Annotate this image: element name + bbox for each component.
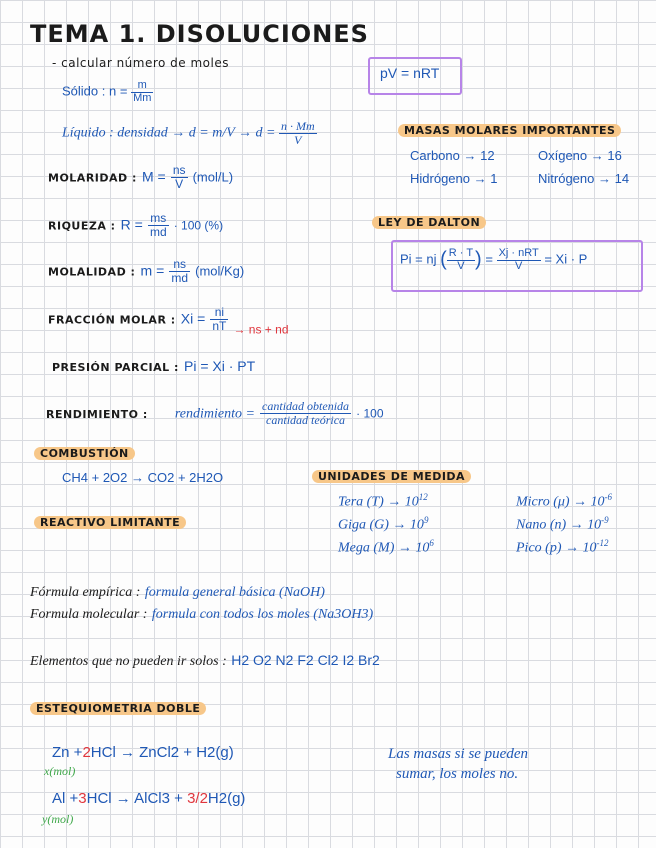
formula-molecular-row <box>30 606 373 623</box>
liquido-num: n · Mm <box>280 119 315 133</box>
masa-oxigeno: Oxígeno → 16 <box>538 148 622 163</box>
riqueza-label: RIQUEZA : <box>48 219 116 233</box>
elementos-row <box>30 652 380 670</box>
fraccion-den: nT <box>212 318 227 333</box>
riqueza-tail: · 100 (%) <box>173 218 224 233</box>
page-title: TEMA 1. DISOLUCIONES <box>30 20 369 48</box>
rendimiento-den: cantidad teórica <box>266 412 346 427</box>
solido-row <box>62 80 153 104</box>
nota-line-2: sumar, los moles no. <box>396 766 519 782</box>
ideal-gas-formula: pV = nRT <box>380 65 440 81</box>
fraccion-eq: Xi = <box>180 310 206 327</box>
reaccion-2-note: y(mol) <box>42 812 74 826</box>
liquido-row <box>62 120 317 146</box>
presion-eq: Pi = Xi · PT <box>184 358 256 374</box>
molaridad-eq: M = <box>141 168 166 185</box>
dalton-formula: Pi = nj ( $\frac{R \cdot T}{V}$ ) = $\frac{\text{Xj · nRT}}{V}$ = Xi · P <box>400 247 588 272</box>
rendimiento-num: cantidad obtenida <box>262 399 350 413</box>
dalton-f2-num: Xj · nRT <box>498 247 539 259</box>
solido-den: Mm <box>133 91 152 104</box>
reaccion-2: Al +3HCl → AlCl3 + 3/2H2(g) <box>52 790 246 807</box>
combustion-equation: CH4 + 2O2 → CO2 + 2H2O <box>62 470 224 485</box>
solido-num: m <box>131 80 153 93</box>
formula-empirica-label: Fórmula empírica : <box>30 585 141 600</box>
riqueza-eq: R = <box>120 216 143 233</box>
formula-molecular-label: Formula molecular : <box>30 607 148 622</box>
molalidad-label: MOLALIDAD : <box>48 265 136 279</box>
molaridad-unit: (mol/L) <box>192 169 234 185</box>
dalton-rhs: = Xi · P <box>544 251 588 267</box>
riqueza-den: md <box>149 224 167 239</box>
molaridad-den: V <box>175 176 184 191</box>
fraccion-row <box>48 306 289 337</box>
dalton-lhs: Pi = nj <box>400 251 437 267</box>
unidad-nano: Nano $(n) \to 10^{-9}$ <box>516 515 609 533</box>
unidad-mega: Mega $(M) \to 10^6$ <box>338 538 434 556</box>
rendimiento-tail: · 100 <box>356 406 384 421</box>
elementos-label: Elementos que no pueden ir solos : <box>30 654 227 669</box>
combustion-header: COMBUSTIÓN <box>34 447 135 460</box>
molalidad-num: ns <box>169 258 190 272</box>
molaridad-label: MOLARIDAD : <box>48 171 137 185</box>
nota-line-1: Las masas si se pueden <box>388 746 529 762</box>
formula-empirica-text: formula general básica (NaOH) <box>144 585 325 600</box>
masa-nitrogeno: Nitrógeno → 14 <box>538 171 630 186</box>
fraccion-extra: → ns + nd <box>233 322 289 337</box>
fraccion-num: ni <box>210 306 228 320</box>
reactivo-header: REACTIVO LIMITANTE <box>34 516 186 529</box>
molalidad-row <box>48 258 244 284</box>
riqueza-row <box>48 212 223 238</box>
dalton-eq: = <box>485 251 493 267</box>
solido-eq: n = <box>109 83 128 99</box>
presion-row <box>52 356 255 375</box>
formula-empirica-row <box>30 584 325 601</box>
dalton-header: LEY DE DALTON <box>372 216 486 229</box>
rendimiento-row <box>46 400 384 426</box>
rendimiento-label: RENDIMIENTO : <box>46 407 148 421</box>
masas-molares-header: MASAS MOLARES IMPORTANTES <box>398 124 621 137</box>
molaridad-num: ns <box>172 163 186 177</box>
unidades-header: UNIDADES DE MEDIDA <box>312 470 471 483</box>
unidad-pico: Pico $(p) \to 10^{-12}$ <box>516 538 609 556</box>
unidad-micro: Micro $(\mu) \to 10^{-6}$ <box>516 492 613 510</box>
masa-hidrogeno: Hidrógeno → 1 <box>410 171 498 186</box>
reaccion-1-note: x(mol) <box>44 764 76 778</box>
liquido-den: V <box>294 132 302 147</box>
liquido-label: Líquido : densidad → <box>62 125 186 141</box>
molalidad-den: md <box>171 270 189 285</box>
reaccion-1: Zn +2HCl → ZnCl2 + H2(g) <box>52 744 234 761</box>
presion-label: PRESIÓN PARCIAL : <box>52 361 179 374</box>
rendimiento-eq: rendimiento = <box>174 406 255 422</box>
riqueza-num: ms <box>148 212 169 226</box>
liquido-eq2: d = <box>255 125 276 141</box>
fraccion-label: FRACCIÓN MOLAR : <box>48 313 176 327</box>
unidad-tera: Tera $(T) \to 10^{12}$ <box>338 492 428 510</box>
calc-moles-subtitle: - calcular número de moles <box>52 56 229 70</box>
dalton-f1-den: V <box>457 259 465 272</box>
solido-label: Sólido : <box>62 83 106 99</box>
unidad-giga: Giga $(G) \to 10^9$ <box>338 515 429 533</box>
molalidad-eq: m = <box>140 262 165 279</box>
formula-molecular-text: formula con todos los moles (Na3OH3) <box>151 607 374 622</box>
masa-carbono: Carbono → 12 <box>410 148 495 163</box>
dalton-f2-den: V <box>514 259 523 272</box>
molaridad-row <box>48 164 233 190</box>
dalton-f1-num: R · T <box>448 247 474 259</box>
elementos-list: H2 O2 N2 F2 Cl2 I2 Br2 <box>231 652 380 668</box>
molalidad-unit: (mol/Kg) <box>195 263 245 279</box>
esteq-header: ESTEQUIOMETRIA DOBLE <box>30 702 206 715</box>
liquido-eq1: d = m/V → <box>188 125 253 141</box>
